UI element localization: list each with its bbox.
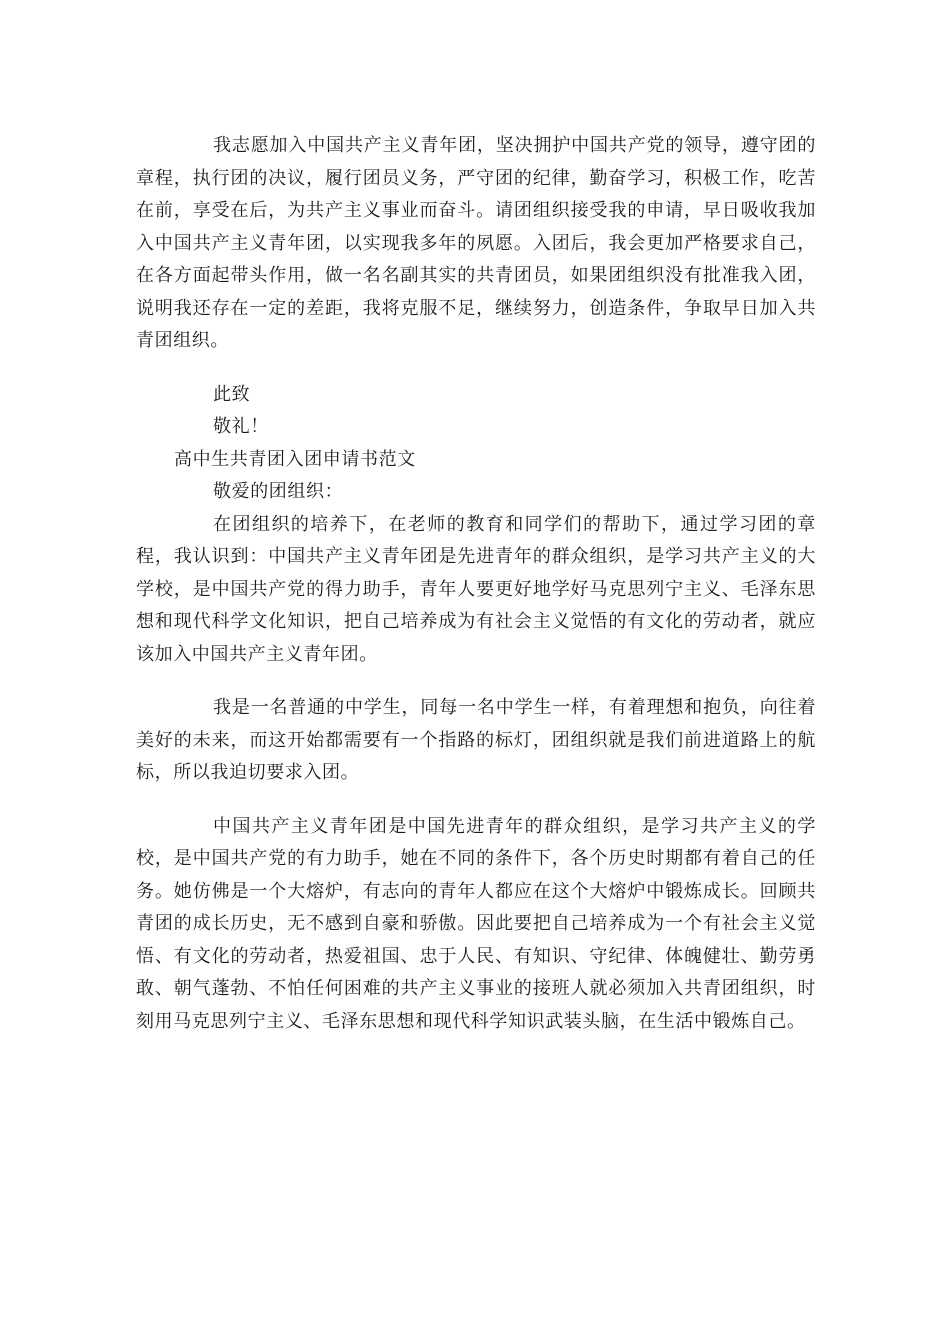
paragraph-pledge: 我志愿加入中国共产主义青年团，坚决拥护中国共产党的领导，遵守团的章程，执行团的决议，履行团员义务，严守团的纪律，勤奋学习，积极工作，吃苦在前，享受在后，为共产主义事业而奋斗。请团组织接受我的申请，早日吸收我加入中国共产主义青年团，以实现我多年的夙愿。入团后，我会更加严格要求自己，在各方面起带头作用，做一名名副其实的共青团员，如果团组织没有批准我入团，说明我还存在一定的差距，我将克服不足，继续努力，创造条件，争取早日加入共青团组织。 <box>136 135 816 351</box>
greeting-line: 敬爱的团组织： <box>213 481 344 502</box>
closing-salutation: 此致 <box>213 383 251 405</box>
paragraph-aspiration: 我是一名普通的中学生，同每一名中学生一样，有着理想和抱负，向往着美好的未来，而这开始都需要有一个指路的标灯，团组织就是我们前进道路上的航标，所以我迫切要求入团。 <box>136 697 816 783</box>
document-page <box>136 130 816 1038</box>
closing-regards: 敬礼！ <box>213 416 269 437</box>
paragraph-league-role: 中国共产主义青年团是中国先进青年的群众组织，是学习共产主义的学校，是中国共产党的有力助手，她在不同的条件下，各个历史时期都有着自己的任务。她仿佛是一个大熔炉，有志向的青年人都应在这个大熔炉中锻炼成长。回顾共青团的成长历史，无不感到自豪和骄傲。因此要把自己培养成为一个有社会主义觉悟、有文化的劳动者，热爱祖国、忠于人民、有知识、守纪律、体魄健壮、勤劳勇敢、朝气蓬勃、不怕任何困难的共产主义事业的接班人就必须加入共青团组织，时刻用马克思列宁主义、毛泽东思想和现代科学知识武装头脑，在生活中锻炼自己。 <box>136 815 816 1032</box>
section-title: 高中生共青团入团申请书范文 <box>174 448 416 470</box>
paragraph-understanding: 在团组织的培养下，在老师的教育和同学们的帮助下，通过学习团的章程，我认识到：中国共产主义青年团是先进青年的群众组织，是学习共产主义的大学校，是中国共产党的得力助手，青年人要更好地学好马克思列宁主义、毛泽东思想和现代科学文化知识，把自己培养成为有社会主义觉悟的有文化的劳动者，就应该加入中国共产主义青年团。 <box>136 513 816 665</box>
